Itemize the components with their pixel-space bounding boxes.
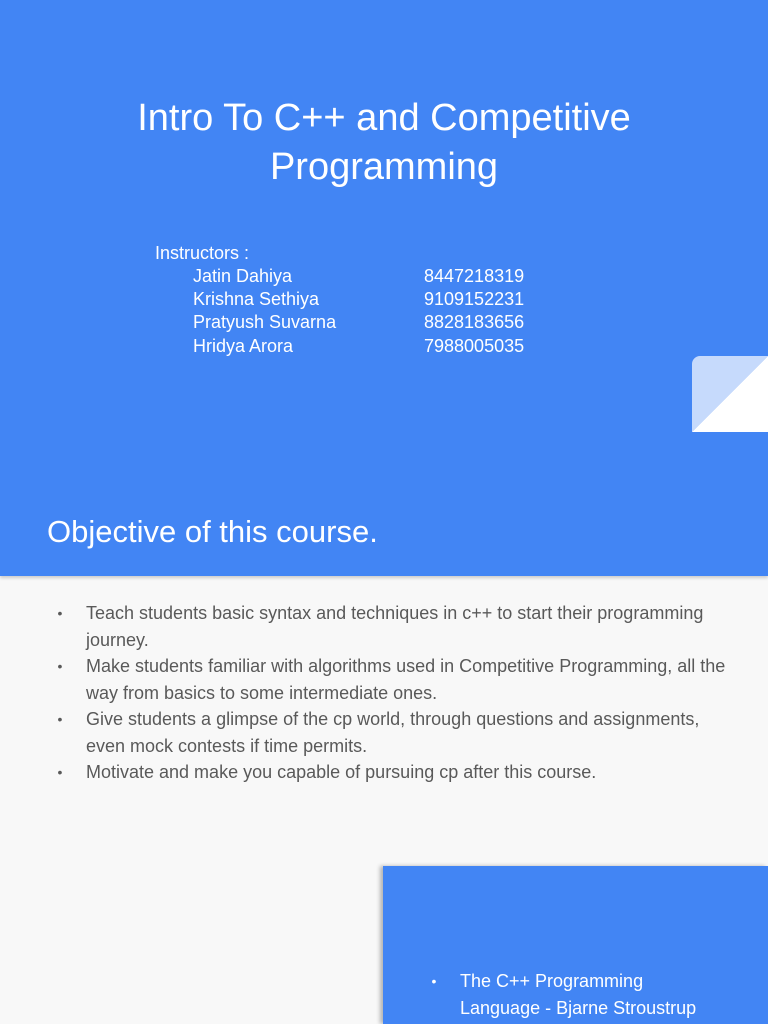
- reference-bullet-list: [427, 968, 727, 1021]
- instructor-phone: 8828183656: [424, 312, 525, 332]
- instructor-row: [193, 265, 613, 288]
- list-item: [427, 968, 727, 1021]
- instructor-name: Pratyush Suvarna: [193, 312, 337, 332]
- instructor-phone: 7988005035: [424, 336, 525, 356]
- bullet-text: Give students a glimpse of the cp world, through questions and assignments, even mock contests if time permits.: [86, 709, 700, 756]
- next-slide-preview: [383, 866, 768, 1024]
- list-item: [52, 653, 742, 706]
- bullet-text: Make students familiar with algorithms used in Competitive Programming, all the way from basics to some intermediate ones.: [86, 656, 726, 703]
- slide-title-line1: Intro To C++ and Competitive: [137, 97, 631, 139]
- slide-title: [60, 94, 708, 192]
- instructor-row: [193, 311, 613, 334]
- bullet-text: Teach students basic syntax and techniques in c++ to start their programming journey.: [86, 603, 704, 650]
- instructor-row: [193, 335, 613, 358]
- instructor-phone: 9109152231: [424, 289, 525, 309]
- instructor-name: Jatin Dahiya: [193, 266, 293, 286]
- bullet-icon: •: [57, 711, 63, 727]
- list-item: [52, 759, 742, 786]
- instructor-name: Krishna Sethiya: [193, 289, 320, 309]
- bullet-text: Motivate and make you capable of pursuing cp after this course.: [86, 762, 597, 782]
- bullet-icon: •: [57, 605, 63, 621]
- objective-bullet-list: [52, 600, 742, 786]
- instructor-name: Hridya Arora: [193, 336, 294, 356]
- bullet-icon: •: [57, 658, 63, 674]
- section-title: Objective of this course.: [47, 514, 378, 549]
- bullet-icon: •: [57, 764, 63, 780]
- instructors-label: Instructors :: [155, 243, 250, 263]
- corner-fold-decoration: [692, 356, 768, 432]
- instructor-phone: 8447218319: [424, 266, 525, 286]
- list-item: [52, 600, 742, 653]
- list-item: [52, 706, 742, 759]
- instructor-row: [193, 288, 613, 311]
- bullet-icon: •: [431, 973, 437, 989]
- slide-title-line2: Programming: [269, 146, 499, 188]
- bullet-text: The C++ Programming Language - Bjarne Stroustrup: [460, 971, 697, 1018]
